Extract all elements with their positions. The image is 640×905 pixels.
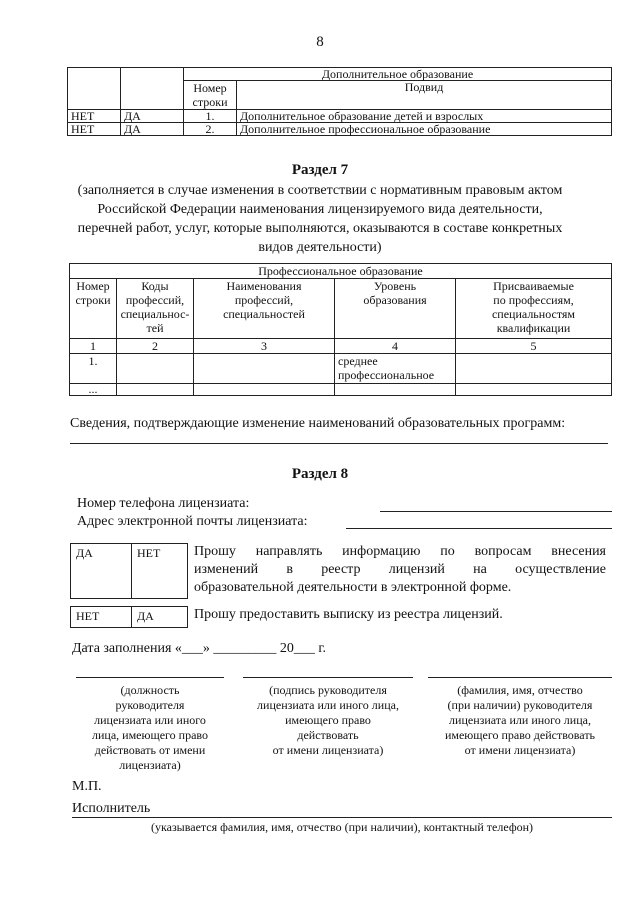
option-yes[interactable]: ДА: [76, 546, 93, 560]
section-8-title: Раздел 8: [291, 466, 349, 482]
table-cell: [68, 68, 121, 110]
table-group-header: Профессиональное образование: [70, 264, 612, 279]
confirm-programs-field[interactable]: [70, 443, 608, 444]
option-no[interactable]: НЕТ: [76, 609, 100, 623]
table-cell: [121, 68, 184, 110]
position-field[interactable]: [76, 677, 224, 678]
table-group-header: Дополнительное образование: [184, 68, 612, 81]
executor-label: Исполнитель: [72, 801, 151, 816]
section-7-title: Раздел 7: [291, 162, 349, 178]
col-header: Уровень образования: [335, 279, 456, 339]
table-row: 1. среднее профессиональное: [70, 354, 612, 384]
col-subtype-header: Подвид: [237, 81, 612, 110]
confirm-programs-label: Сведения, подтверждающие изменение наименований образовательных программ:: [70, 416, 566, 431]
additional-education-table: [67, 67, 612, 136]
option-no[interactable]: НЕТ: [68, 123, 121, 136]
choice-box-electronic: [70, 543, 188, 599]
stamp-place: М.П.: [72, 779, 102, 794]
col-number-header: Номер строки: [184, 81, 237, 110]
col-header: Присваиваемые по профессиям, специальностям квалификации: [456, 279, 612, 339]
table-row: 1 2 3 4 5: [70, 339, 612, 354]
col-header: Наименования профессий, специальностей: [194, 279, 335, 339]
email-label: Адрес электронной почты лицензиата:: [77, 514, 308, 529]
position-caption: (должность руководителя лицензиата или иного лица, имеющего право действовать от имени лицензиата): [92, 683, 208, 772]
page-number: 8: [316, 34, 324, 50]
option-no[interactable]: НЕТ: [137, 546, 161, 560]
email-field[interactable]: [346, 528, 612, 529]
col-header: Номер строки: [70, 279, 117, 339]
table-row: НЕТ ДА 1. Дополнительное образование детей и взрослых: [68, 110, 612, 123]
option-yes[interactable]: ДА: [121, 110, 184, 123]
executor-caption: (указывается фамилия, имя, отчество (при наличии), контактный телефон): [150, 820, 534, 834]
option-yes[interactable]: ДА: [137, 609, 154, 623]
request-electronic-text: Прошу направлять информацию по вопросам внесения изменений в реестр лицензий на осуществление образовательной деятельности в электронной форме.: [194, 544, 606, 595]
request-extract-text: Прошу предоставить выписку из реестра лицензий.: [194, 607, 503, 622]
signature-field[interactable]: [243, 677, 413, 678]
section-7-description: (заполняется в случае изменения в соответствии с нормативным правовым актом Российской Федерации наименования лицензируемого вида деятельности, перечней работ, услуг, которые выполняются, оказываются в составе конкретных видов деятельности): [77, 183, 563, 255]
table-row: ...: [70, 384, 612, 396]
option-yes[interactable]: ДА: [121, 123, 184, 136]
option-no[interactable]: НЕТ: [68, 110, 121, 123]
name-caption: (фамилия, имя, отчество (при наличии) руководителя лицензиата или иного лица, имеющего право действовать от имени лицензиата): [444, 683, 596, 757]
choice-box-extract: [70, 606, 188, 628]
professional-education-table: [69, 263, 612, 396]
col-header: Коды профессий, специальнос- тей: [117, 279, 194, 339]
phone-label: Номер телефона лицензиата:: [77, 496, 250, 511]
fill-date: Дата заполнения «___» _________ 20___ г.: [72, 641, 327, 656]
signature-caption: (подпись руководителя лицензиата или иного лица, имеющего право действовать от имени лицензиата): [257, 683, 399, 757]
name-field[interactable]: [428, 677, 612, 678]
table-row: НЕТ ДА 2. Дополнительное профессиональное образование: [68, 123, 612, 136]
executor-field[interactable]: [72, 817, 612, 818]
phone-field[interactable]: [380, 511, 612, 512]
